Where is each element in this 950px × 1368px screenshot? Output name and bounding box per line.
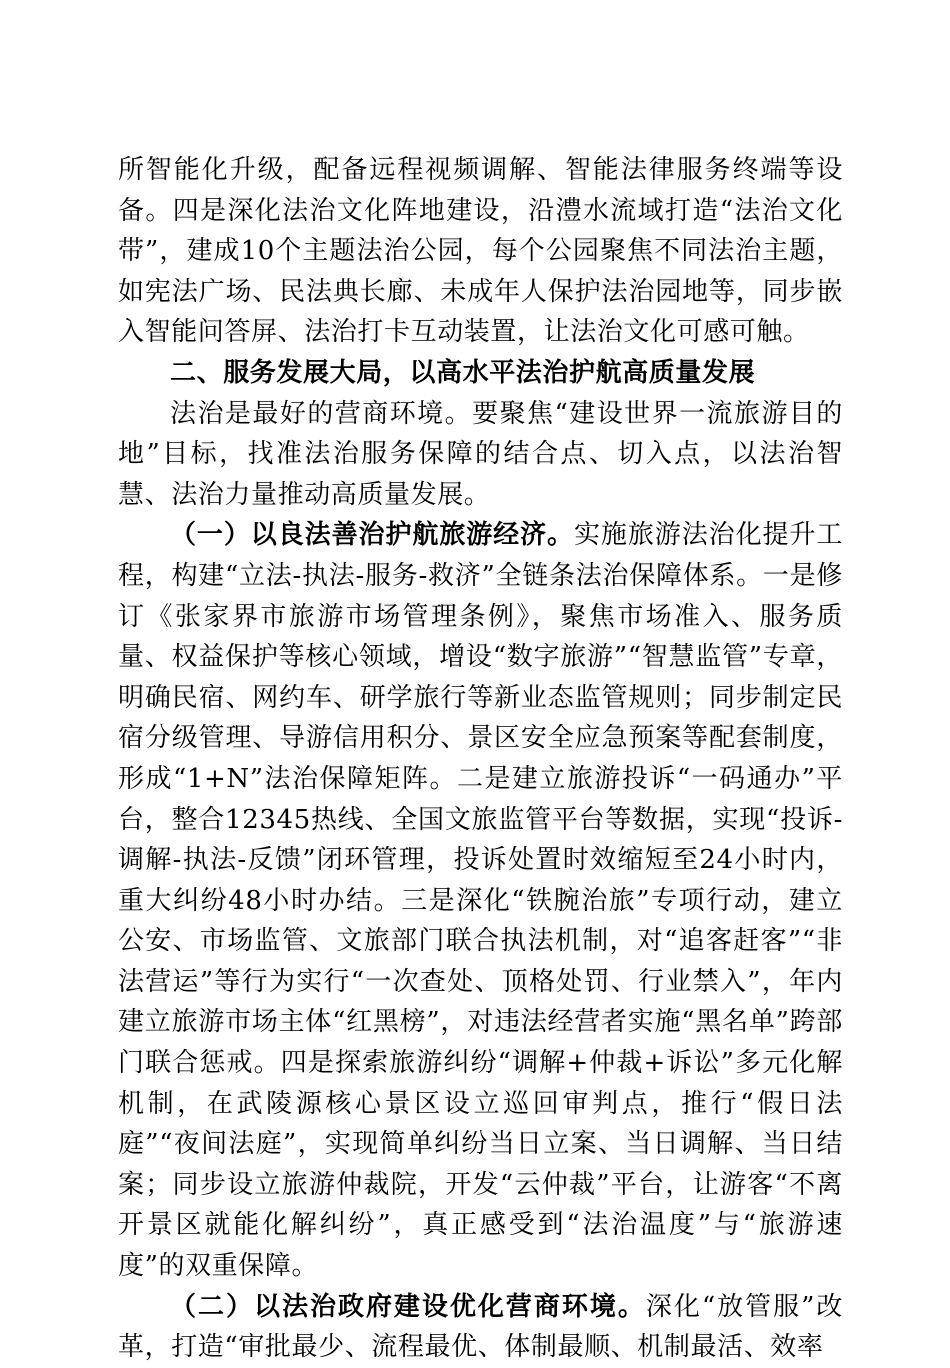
item-2-lead: （二）以法治政府建设优化营商环境。 <box>170 1291 646 1322</box>
item-1-paragraph <box>118 515 843 1286</box>
item-1-body: 实施旅游法治化提升工程，构建“立法-执法-服务-救济”全链条法治保障体系。一是修订《张家界市旅游市场管理条例》，聚焦市场准入、服务质量、权益保护等核心领域，增设“数字旅游”“智慧监管”专章，明确民宿、网约车、研学旅行等新业态监管规则；同步制定民宿分级管理、导游信用积分、景区安全应急预案等配套制度，形成“1+N”法治保障矩阵。二是建立旅游投诉“一码通办”平台，整合12345热线、全国文旅监管平台等数据，实现“投诉-调解-执法-反馈”闭环管理，投诉处置时效缩短至24小时内，重大纠纷48小时办结。三是深化“铁腕治旅”专项行动，建立公安、市场监管、文旅部门联合执法机制，对“追客赶客”“非法营运”等行为实行“一次查处、顶格处罚、行业禁入”，年内建立旅游市场主体“红黑榜”，对违法经营者实施“黑名单”跨部门联合惩戒。四是探索旅游纠纷“调解+仲裁+诉讼”多元化解机制，在武陵源核心景区设立巡回审判点，推行“假日法庭”“夜间法庭”，实现简单纠纷当日立案、当日调解、当日结案；同步设立旅游仲裁院，开发“云仲裁”平台，让游客“不离开景区就能化解纠纷”，真正感受到“法治温度”与“旅游速度”的双重保障。 <box>118 520 843 1282</box>
section-intro: 法治是最好的营商环境。要聚焦“建设世界一流旅游目的地”目标，找准法治服务保障的结合点、切入点，以法治智慧、法治力量推动高质量发展。 <box>118 398 843 510</box>
item-2-body: 深化“放管服”改革，打造“审批最少、流程最优、体制最顺、机制最活、效率 <box>118 1291 844 1363</box>
section-heading: 二、服务发展大局，以高水平法治护航高质量发展 <box>170 357 756 388</box>
document-page <box>118 150 843 1368</box>
item-1-lead: （一）以良法善治护航旅游经济。 <box>170 520 574 551</box>
item-2-paragraph <box>118 1287 843 1368</box>
paragraph-continuation: 所智能化升级，配备远程视频调解、智能法律服务终端等设备。四是深化法治文化阵地建设，沿澧水流域打造“法治文化带”，建成10个主题法治公园，每个公园聚焦不同法治主题，如宪法广场、民法典长廊、未成年人保护法治园地等，同步嵌入智能问答屏、法治打卡互动装置，让法治文化可感可触。 <box>118 155 843 348</box>
